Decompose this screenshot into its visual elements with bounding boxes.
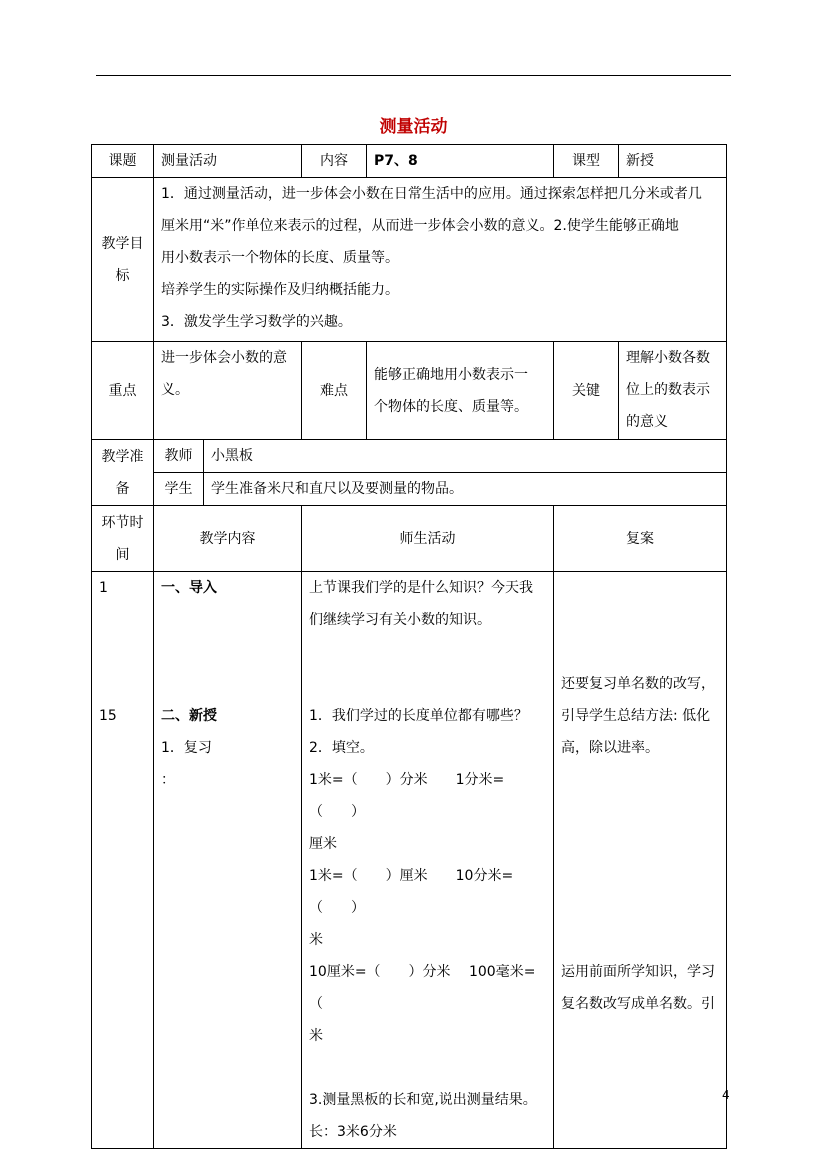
key-text [154,342,302,440]
header-rule [96,75,731,76]
key-label: 重点 [92,342,154,440]
review-line: 复名数改写成单名数。引 [561,996,715,1012]
activity-line: 1米=（ ）厘米 10分米=（ ） [309,868,514,916]
goals-label-line: 标 [115,267,130,284]
info-row [92,145,727,178]
crux-label: 关键 [554,342,619,440]
goals-label-line: 教学目 [101,235,144,252]
goal-line: 1．通过测量活动，进一步体会小数在日常生活中的应用。通过探索怎样把几分米或者几 [161,186,702,202]
type-label: 课型 [554,145,619,178]
difficulty-line: 个物体的长度、质量等。 [374,398,528,415]
difficulty-line: 能够正确地用小数表示一 [374,366,528,383]
goal-line: 3．激发学生学习数学的兴趣。 [161,314,352,330]
prep-label-line: 备 [115,480,130,497]
topic-value: 测量活动 [154,145,302,178]
time-header-line: 间 [115,546,130,563]
activity-line: 1．我们学过的长度单位都有哪些？ [309,708,528,724]
crux-text [619,342,727,440]
review-cell [554,572,727,1149]
lesson-plan-table [91,144,727,1149]
activity-line: 长：3米6分米 [309,1124,397,1140]
activity-line: 10厘米=（ ）分米 100毫米=（ [309,964,536,1012]
review-column-header: 复案 [554,506,727,572]
goals-text [154,178,727,342]
prep-label-line: 教学准 [101,448,144,465]
goal-line: 用小数表示一个物体的长度、质量等。 [161,250,399,266]
goals-label [92,178,154,342]
goals-row [92,178,727,342]
student-label: 学生 [154,473,204,506]
crux-line: 理解小数各数 [626,350,710,366]
activity-line: 1米=（ ）分米 1分米=（ ） [309,772,505,820]
content-label: 内容 [302,145,367,178]
topic-label: 课题 [92,145,154,178]
activity-cell [302,572,554,1149]
activity-line: 2．填空。 [309,740,374,756]
time-cell [92,572,154,1149]
difficulty-text [367,342,554,440]
teaching-content-cell [154,572,302,1149]
goal-line: 厘米用“米”作单位来表示的过程，从而进一步体会小数的意义。2.使学生能够正确地 [161,218,679,234]
page-title: 测量活动 [379,117,448,137]
time-header-line: 环节时 [101,514,144,531]
goal-line: 培养学生的实际操作及归纳概括能力。 [161,282,399,298]
difficulty-label: 难点 [302,342,367,440]
review-line: 还要复习单名数的改写， [561,676,715,692]
review-line: 引导学生总结方法: 低化 [561,708,711,724]
column-header-row [92,506,727,572]
crux-line: 的意义 [626,414,668,430]
review-line: 高，除以进率。 [561,740,659,756]
page-number: 4 [722,1088,730,1102]
time-value: 15 [99,708,117,724]
time-column-header [92,506,154,572]
time-value: 1 [99,580,108,596]
prep-label [92,440,154,506]
teacher-label: 教师 [154,440,204,473]
prep-teacher-row [92,440,727,473]
activity-line: 3.测量黑板的长和宽,说出测量结果。 [309,1092,537,1108]
subsection-label: 1．复习 [161,740,212,756]
student-value: 学生准备米尺和直尺以及要测量的物品。 [204,473,727,506]
activity-line: 上节课我们学的是什么知识？今天我 [309,580,533,596]
key-line: 进一步体会小数的意 [161,350,287,366]
prep-student-row [92,473,727,506]
section-heading: 二、新授 [161,708,217,724]
lesson-body-row [92,572,727,1149]
activity-line: 们继续学习有关小数的知识。 [309,612,491,628]
activity-line: 米 [309,1028,323,1044]
subsection-colon: ： [161,772,175,788]
key-points-row [92,342,727,440]
review-line: 运用前面所学知识，学习 [561,964,715,980]
crux-line: 位上的数表示 [626,382,710,398]
teacher-value: 小黑板 [204,440,727,473]
activity-line: 厘米 [309,836,337,852]
content-column-header: 教学内容 [154,506,302,572]
section-heading: 一、导入 [161,580,217,596]
type-value: 新授 [619,145,727,178]
activity-column-header: 师生活动 [302,506,554,572]
content-value: P7、8 [367,145,554,178]
activity-line: 米 [309,932,323,948]
key-line: 义。 [161,382,189,398]
